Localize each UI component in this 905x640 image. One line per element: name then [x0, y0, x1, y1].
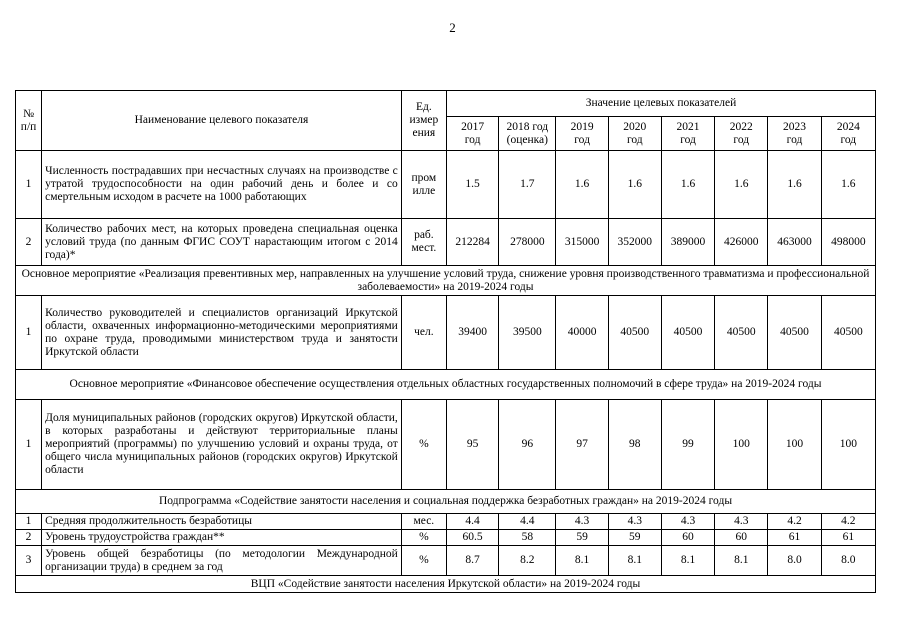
section-title: Основное мероприятие «Реализация превентивных мер, направленных на улучшение условий труда, снижение уровня производственного травматизма и профессиональной заболеваемости» на 2019-2024 годы [16, 266, 876, 296]
header-unit: Ед. измер ения [401, 91, 446, 151]
value-cell: 60.5 [446, 530, 498, 546]
value-cell: 4.2 [768, 514, 821, 530]
value-cell: 8.7 [446, 546, 498, 576]
header-year-4: 2021 год [661, 117, 714, 151]
value-cell: 40500 [821, 296, 875, 370]
value-cell: 1.6 [556, 151, 608, 219]
value-cell: 58 [499, 530, 556, 546]
value-cell: 40500 [608, 296, 661, 370]
value-cell: 4.4 [446, 514, 498, 530]
indicator-name: Количество рабочих мест, на которых проведена специальная оценка условий труда (по данным ФГИС СОУТ нарастающим итогом с 2014 года)* [42, 219, 402, 266]
section-row [16, 490, 876, 514]
table-row [16, 296, 876, 370]
value-cell: 60 [715, 530, 768, 546]
row-number: 1 [16, 514, 42, 530]
header-year-5: 2022 год [715, 117, 768, 151]
row-number: 1 [16, 400, 42, 490]
table-row [16, 546, 876, 576]
header-year-0: 2017 год [446, 117, 498, 151]
header-year-2: 2019 год [556, 117, 608, 151]
value-cell: 1.6 [661, 151, 714, 219]
value-cell: 8.1 [715, 546, 768, 576]
value-cell: 1.6 [768, 151, 821, 219]
value-cell: 463000 [768, 219, 821, 266]
value-cell: 40500 [715, 296, 768, 370]
value-cell: 1.6 [608, 151, 661, 219]
section-row [16, 266, 876, 296]
section-title: Подпрограмма «Содействие занятости населения и социальная поддержка безработных граждан» на 2019-2024 годы [16, 490, 876, 514]
section-title: Основное мероприятие «Финансовое обеспечение осуществления отдельных областных государственных полномочий в сфере труда» на 2019-2024 годы [16, 370, 876, 400]
value-cell: 60 [661, 530, 714, 546]
unit-cell: мес. [401, 514, 446, 530]
value-cell: 352000 [608, 219, 661, 266]
value-cell: 98 [608, 400, 661, 490]
header-year-3: 2020 год [608, 117, 661, 151]
value-cell: 389000 [661, 219, 714, 266]
row-number: 2 [16, 219, 42, 266]
value-cell: 96 [499, 400, 556, 490]
table-row [16, 530, 876, 546]
value-cell: 1.6 [715, 151, 768, 219]
header-year-7: 2024 год [821, 117, 875, 151]
unit-cell: % [401, 400, 446, 490]
indicator-name: Численность пострадавших при несчастных случаях на производстве с утратой трудоспособности на один рабочий день и более и со смертельным исходом в расчете на 1000 работающих [42, 151, 402, 219]
header-values-group: Значение целевых показателей [446, 91, 875, 117]
value-cell: 8.2 [499, 546, 556, 576]
value-cell: 40500 [661, 296, 714, 370]
header-name: Наименование целевого показателя [42, 91, 402, 151]
row-number: 1 [16, 296, 42, 370]
section-title: ВЦП «Содействие занятости населения Иркутской области» на 2019-2024 годы [16, 576, 876, 593]
value-cell: 4.3 [661, 514, 714, 530]
value-cell: 100 [768, 400, 821, 490]
unit-cell: пром илле [401, 151, 446, 219]
row-number: 1 [16, 151, 42, 219]
value-cell: 426000 [715, 219, 768, 266]
unit-cell: % [401, 546, 446, 576]
indicator-name: Средняя продолжительность безработицы [42, 514, 402, 530]
value-cell: 61 [821, 530, 875, 546]
value-cell: 4.4 [499, 514, 556, 530]
value-cell: 40500 [768, 296, 821, 370]
value-cell: 498000 [821, 219, 875, 266]
indicator-name: Количество руководителей и специалистов организаций Иркутской области, охваченных информационно-методическими мероприятиями по охране труда, проводимыми министерством труда и занятости Иркутской области [42, 296, 402, 370]
value-cell: 95 [446, 400, 498, 490]
value-cell: 315000 [556, 219, 608, 266]
indicators-table [15, 90, 876, 593]
header-year-1: 2018 год (оценка) [499, 117, 556, 151]
value-cell: 100 [821, 400, 875, 490]
unit-cell: раб. мест. [401, 219, 446, 266]
value-cell: 59 [556, 530, 608, 546]
value-cell: 8.1 [661, 546, 714, 576]
row-number: 3 [16, 546, 42, 576]
value-cell: 8.1 [608, 546, 661, 576]
value-cell: 59 [608, 530, 661, 546]
value-cell: 4.3 [715, 514, 768, 530]
table-row [16, 514, 876, 530]
unit-cell: чел. [401, 296, 446, 370]
section-row [16, 370, 876, 400]
value-cell: 39500 [499, 296, 556, 370]
indicator-name: Уровень трудоустройства граждан** [42, 530, 402, 546]
value-cell: 99 [661, 400, 714, 490]
header-row [16, 91, 876, 117]
value-cell: 97 [556, 400, 608, 490]
value-cell: 8.0 [821, 546, 875, 576]
value-cell: 39400 [446, 296, 498, 370]
value-cell: 4.2 [821, 514, 875, 530]
value-cell: 4.3 [556, 514, 608, 530]
value-cell: 212284 [446, 219, 498, 266]
header-num: № п/п [16, 91, 42, 151]
indicator-name: Уровень общей безработицы (по методологии Международной организации труда) в среднем за год [42, 546, 402, 576]
row-number: 2 [16, 530, 42, 546]
table-row [16, 219, 876, 266]
value-cell: 1.6 [821, 151, 875, 219]
table-row [16, 151, 876, 219]
header-year-6: 2023 год [768, 117, 821, 151]
value-cell: 8.1 [556, 546, 608, 576]
value-cell: 278000 [499, 219, 556, 266]
section-row [16, 576, 876, 593]
indicator-name: Доля муниципальных районов (городских округов) Иркутской области, в которых разработаны и действуют территориальные планы мероприятий (программы) по улучшению условий и охраны труда, от общего числа муниципальных районов (городских округов) Иркутской области [42, 400, 402, 490]
value-cell: 40000 [556, 296, 608, 370]
value-cell: 1.7 [499, 151, 556, 219]
page-number: 2 [449, 20, 456, 35]
table-row [16, 400, 876, 490]
unit-cell: % [401, 530, 446, 546]
value-cell: 61 [768, 530, 821, 546]
value-cell: 1.5 [446, 151, 498, 219]
value-cell: 4.3 [608, 514, 661, 530]
value-cell: 8.0 [768, 546, 821, 576]
value-cell: 100 [715, 400, 768, 490]
